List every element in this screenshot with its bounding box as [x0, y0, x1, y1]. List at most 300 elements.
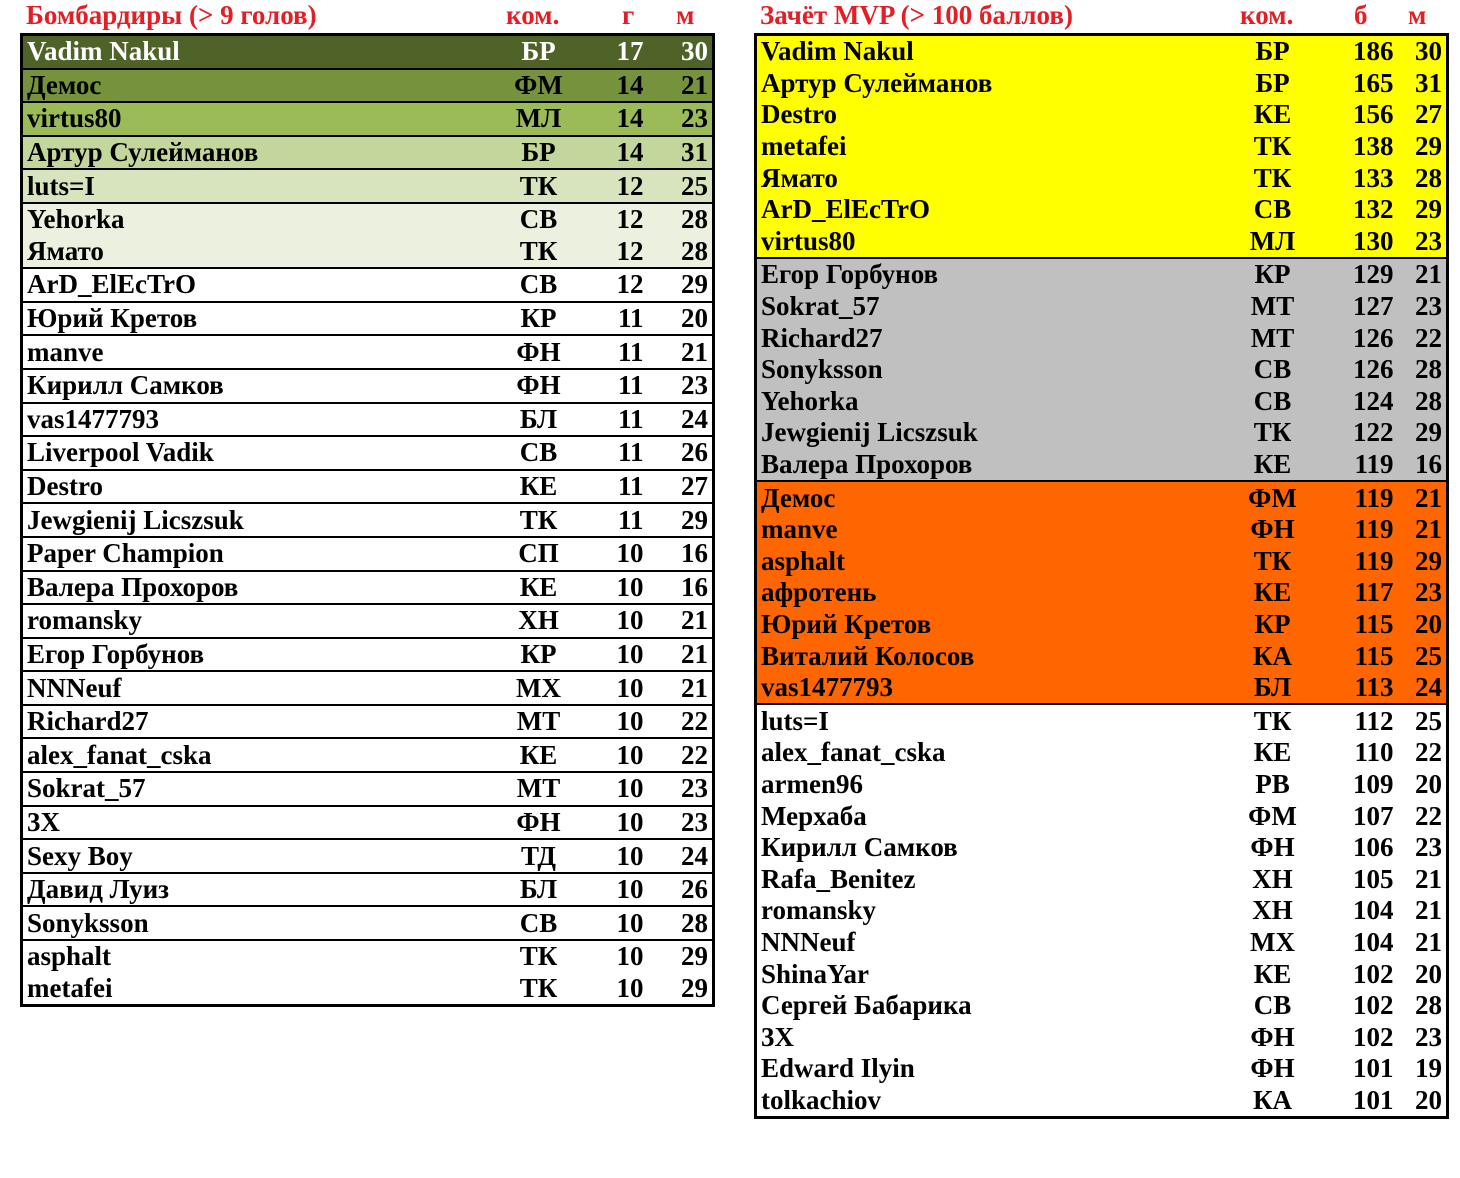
scorers-matches: 16: [648, 537, 714, 571]
scorers-player-name: asphalt: [27, 941, 112, 972]
mvp-matches: 29: [1415, 131, 1442, 162]
mvp-row: [756, 131, 1448, 163]
scorers-row: [22, 436, 714, 470]
mvp-player-name: romansky: [761, 895, 877, 926]
scorers-player-name: Sokrat_57: [22, 772, 488, 806]
mvp-team-code: ФН: [1250, 514, 1295, 545]
mvp-row: [756, 832, 1448, 864]
scorers-goals: 12: [590, 236, 648, 269]
mvp-row: [756, 35, 1448, 68]
mvp-matches: 30: [1415, 36, 1442, 67]
scorers-row: [22, 873, 714, 907]
scorers-row: [22, 671, 714, 705]
mvp-row: [756, 609, 1448, 641]
scorers-team-code: ФН: [488, 806, 590, 840]
scorers-row: [22, 369, 714, 403]
mvp-matches: 20: [1415, 608, 1442, 639]
mvp-team-code: СВ: [1253, 194, 1292, 225]
scorers-team-code: СВ: [519, 204, 558, 235]
mvp-row: [756, 640, 1448, 672]
mvp-player-name: Yehorka: [761, 385, 859, 416]
scorers-team-code: СВ: [488, 268, 590, 302]
mvp-points: 129: [1353, 259, 1394, 290]
mvp-team-code: БЛ: [1222, 672, 1324, 705]
mvp-row: [756, 769, 1448, 801]
scorers-goals: 10: [590, 839, 648, 873]
mvp-matches: 29: [1415, 194, 1442, 225]
mvp-team-code: ТК: [1253, 417, 1292, 448]
scorers-matches: 23: [648, 102, 714, 136]
mvp-player-name: asphalt: [761, 545, 846, 576]
mvp-team-code: ТК: [1253, 705, 1292, 736]
mvp-points: 104: [1353, 926, 1394, 957]
scorers-team-code: ФМ: [488, 69, 590, 103]
scorers-row: [22, 268, 714, 302]
mvp-points: 133: [1353, 162, 1394, 193]
mvp-points: 107: [1353, 800, 1394, 831]
mvp-matches: 25: [1415, 640, 1442, 671]
scorers-team-code: ФН: [488, 369, 590, 403]
scorers-goals: 11: [590, 470, 648, 504]
mvp-row: [756, 737, 1448, 769]
scorers-team-code: КЕ: [488, 571, 590, 605]
scorers-player-name: romansky: [22, 604, 488, 638]
mvp-points: 102: [1353, 958, 1394, 989]
scorers-goals: 11: [590, 302, 648, 336]
scorers-matches: 23: [648, 806, 714, 840]
mvp-player-name: Сергей Бабарика: [761, 990, 972, 1021]
scorers-row: [22, 604, 714, 638]
scorers-player-name: 3X: [22, 806, 488, 840]
scorers-team-code: МЛ: [488, 102, 590, 136]
scorers-col-goals: г: [622, 0, 635, 30]
mvp-team-code: КЕ: [1222, 449, 1324, 482]
scorers-team-code: КР: [488, 638, 590, 672]
mvp-player-name: luts=I: [761, 705, 829, 736]
scorers-matches: 30: [648, 35, 714, 69]
scorers-matches: 27: [648, 470, 714, 504]
mvp-row: [756, 895, 1448, 927]
mvp-team-code: МХ: [1250, 926, 1295, 957]
scorers-matches: 29: [681, 972, 708, 1003]
mvp-team-code: МЛ: [1222, 226, 1324, 259]
scorers-goals: 10: [590, 671, 648, 705]
mvp-team-code: КЕ: [1253, 737, 1292, 768]
mvp-team-code: БР: [1255, 36, 1290, 67]
scorers-goals: 11: [590, 503, 648, 537]
mvp-table: [754, 33, 1449, 1119]
scorers-row: [22, 136, 714, 170]
scorers-matches: 21: [648, 604, 714, 638]
mvp-matches: 22: [1415, 737, 1442, 768]
scorers-goals: 10: [590, 705, 648, 739]
scorers-team-code: ТД: [488, 839, 590, 873]
mvp-team-code: КЕ: [1253, 577, 1292, 608]
mvp-team-code: БР: [1255, 67, 1290, 98]
mvp-points: 119: [1354, 482, 1394, 513]
mvp-points: 132: [1353, 194, 1394, 225]
scorers-row: [22, 69, 714, 103]
mvp-matches: 29: [1415, 545, 1442, 576]
scorers-matches: 23: [648, 369, 714, 403]
mvp-col-points: б: [1354, 0, 1368, 30]
scorers-goals: 10: [590, 906, 648, 940]
mvp-points: 109: [1353, 768, 1394, 799]
scorers-matches: 28: [681, 204, 708, 235]
scorers-goals: 10: [616, 972, 644, 1003]
mvp-row: [756, 162, 1448, 194]
scorers-goals: 14: [590, 69, 648, 103]
scorers-team-code: ТК: [519, 941, 558, 972]
mvp-points: 126: [1353, 322, 1394, 353]
scorers-player-name: ArD_ElEcTrO: [22, 268, 488, 302]
scorers-player-name: Richard27: [22, 705, 488, 739]
scorers-row: [22, 705, 714, 739]
mvp-matches: 28: [1415, 354, 1442, 385]
mvp-row: [756, 386, 1448, 418]
scorers-row: [22, 35, 714, 69]
mvp-points: 101: [1353, 1084, 1394, 1115]
scorers-row: [22, 203, 714, 236]
mvp-points: 119: [1354, 545, 1394, 576]
mvp-player-name: Sokrat_57: [761, 291, 880, 322]
scorers-team-code: БЛ: [488, 873, 590, 907]
mvp-points: 119: [1354, 514, 1394, 545]
mvp-points: 102: [1353, 990, 1394, 1021]
mvp-matches: 19: [1415, 1053, 1442, 1084]
scorers-player-name: Jewgienij Licszsuk: [22, 503, 488, 537]
mvp-points: 156: [1353, 99, 1394, 130]
mvp-points: 126: [1353, 354, 1394, 385]
mvp-col-team: ком.: [1240, 0, 1294, 30]
mvp-team-code: ФН: [1250, 832, 1295, 863]
scorers-player-name: Егор Горбунов: [22, 638, 488, 672]
scorers-matches: 28: [648, 236, 714, 269]
mvp-team-code: КА: [1252, 640, 1293, 671]
mvp-points: 186: [1353, 36, 1394, 67]
mvp-row: [756, 863, 1448, 895]
mvp-points: 101: [1353, 1053, 1394, 1084]
mvp-team-code: ФН: [1250, 1053, 1295, 1084]
scorers-matches: 22: [648, 705, 714, 739]
mvp-player-name: Edward Ilyin: [761, 1053, 915, 1084]
mvp-player-name: 3X: [761, 1021, 794, 1052]
mvp-points: 115: [1354, 640, 1394, 671]
mvp-row: [756, 481, 1448, 514]
scorers-matches: 28: [648, 906, 714, 940]
mvp-team-code: СВ: [1253, 990, 1292, 1021]
mvp-player-name: Кирилл Самков: [761, 832, 958, 863]
scorers-team-code: БР: [488, 35, 590, 69]
mvp-matches: 20: [1415, 958, 1442, 989]
mvp-row: [756, 927, 1448, 959]
mvp-row: [756, 449, 1448, 482]
mvp-matches: 28: [1415, 385, 1442, 416]
mvp-team-code: КЕ: [1253, 99, 1292, 130]
mvp-points: 117: [1354, 577, 1394, 608]
scorers-row: [22, 638, 714, 672]
scorers-team-code: ТК: [488, 503, 590, 537]
mvp-player-name: ShinaYar: [761, 958, 870, 989]
scorers-matches: 26: [648, 873, 714, 907]
scorers-team-code: МТ: [488, 772, 590, 806]
scorers-table: [20, 33, 715, 1007]
scorers-team-code: СВ: [488, 906, 590, 940]
mvp-matches: 21: [1415, 863, 1442, 894]
mvp-matches: 24: [1398, 672, 1448, 705]
scorers-row: [22, 973, 714, 1006]
mvp-team-code: МТ: [1250, 322, 1295, 353]
scorers-panel: [20, 0, 712, 1007]
mvp-matches: 21: [1415, 895, 1442, 926]
scorers-team-code: ТК: [519, 972, 558, 1003]
mvp-points: 115: [1354, 608, 1394, 639]
scorers-player-name: NNNeuf: [22, 671, 488, 705]
mvp-matches: 23: [1415, 1021, 1442, 1052]
scorers-goals: 14: [590, 102, 648, 136]
mvp-matches: 21: [1415, 482, 1442, 513]
scorers-team-code: СП: [488, 537, 590, 571]
mvp-player-name: Егор Горбунов: [761, 259, 939, 290]
scorers-goals: 17: [590, 35, 648, 69]
mvp-title: Зачёт MVP (> 100 баллов): [760, 0, 1073, 30]
mvp-row: [756, 99, 1448, 131]
mvp-row: [756, 194, 1448, 226]
mvp-points: 110: [1354, 737, 1394, 768]
mvp-team-code: ТК: [1253, 545, 1292, 576]
scorers-player-name: Yehorka: [27, 204, 125, 235]
scorers-matches: 29: [648, 268, 714, 302]
scorers-player-name: Юрий Кретов: [22, 302, 488, 336]
mvp-player-name: vas1477793: [756, 672, 1222, 705]
scorers-team-code: ТК: [488, 169, 590, 203]
scorers-matches: 21: [648, 671, 714, 705]
scorers-row: [22, 403, 714, 437]
mvp-row: [756, 417, 1448, 449]
mvp-points: 105: [1353, 863, 1394, 894]
scorers-row: [22, 537, 714, 571]
mvp-row: [756, 68, 1448, 100]
mvp-team-code: КЕ: [1253, 958, 1292, 989]
scorers-team-code: КР: [488, 302, 590, 336]
mvp-row: [756, 800, 1448, 832]
scorers-row: [22, 940, 714, 973]
mvp-team-code: КР: [1254, 259, 1291, 290]
scorers-player-name: Sonyksson: [22, 906, 488, 940]
scorers-player-name: Sexy Boy: [22, 839, 488, 873]
mvp-points: 122: [1353, 417, 1394, 448]
scorers-matches: 25: [648, 169, 714, 203]
mvp-row: [756, 514, 1448, 546]
scorers-matches: 23: [648, 772, 714, 806]
scorers-row: [22, 839, 714, 873]
mvp-team-code: ТК: [1253, 162, 1292, 193]
mvp-row: [756, 1053, 1448, 1085]
scorers-row: [22, 470, 714, 504]
scorers-matches: 29: [681, 941, 708, 972]
scorers-team-code: МХ: [488, 671, 590, 705]
scorers-player-name: Валера Прохоров: [22, 571, 488, 605]
scorers-team-code: СВ: [488, 436, 590, 470]
scorers-player-name: Кирилл Самков: [22, 369, 488, 403]
scorers-player-name: Paper Champion: [22, 537, 488, 571]
mvp-header: [754, 0, 1446, 33]
mvp-matches: 22: [1415, 322, 1442, 353]
scorers-goals: 10: [590, 806, 648, 840]
scorers-goals: 12: [590, 169, 648, 203]
mvp-row: [756, 672, 1448, 705]
mvp-matches: 21: [1415, 926, 1442, 957]
scorers-goals: 12: [590, 268, 648, 302]
mvp-row: [756, 704, 1448, 737]
scorers-matches: 21: [648, 638, 714, 672]
mvp-row: [756, 1021, 1448, 1053]
mvp-player-name: alex_fanat_cska: [761, 737, 946, 768]
mvp-panel: [754, 0, 1446, 1119]
mvp-team-code: СВ: [1253, 385, 1292, 416]
scorers-goals: 10: [590, 571, 648, 605]
mvp-points: 119: [1324, 449, 1398, 482]
scorers-matches: 16: [648, 571, 714, 605]
mvp-points: 106: [1353, 832, 1394, 863]
scorers-matches: 21: [648, 335, 714, 369]
mvp-player-name: Richard27: [761, 322, 883, 353]
mvp-team-code: ФМ: [1248, 482, 1297, 513]
mvp-matches: 22: [1415, 800, 1442, 831]
mvp-matches: 21: [1415, 259, 1442, 290]
scorers-team-code: МТ: [488, 705, 590, 739]
mvp-points: 127: [1353, 291, 1394, 322]
scorers-goals: 10: [590, 638, 648, 672]
scorers-player-name: virtus80: [22, 102, 488, 136]
scorers-goals: 11: [590, 369, 648, 403]
mvp-points: 165: [1353, 67, 1394, 98]
mvp-matches: 20: [1415, 1084, 1442, 1115]
mvp-player-name: Мерхаба: [761, 800, 867, 831]
mvp-matches: 29: [1415, 417, 1442, 448]
mvp-team-code: СВ: [1253, 354, 1292, 385]
mvp-matches: 23: [1398, 226, 1448, 259]
scorers-row: [22, 571, 714, 605]
mvp-team-code: ФН: [1250, 1021, 1295, 1052]
scorers-matches: 24: [648, 839, 714, 873]
scorers-team-code: ФН: [488, 335, 590, 369]
scorers-matches: 22: [648, 738, 714, 772]
mvp-row: [756, 354, 1448, 386]
mvp-row: [756, 1085, 1448, 1118]
mvp-matches: 28: [1415, 162, 1442, 193]
mvp-player-name: Destro: [761, 99, 837, 130]
scorers-team-code: БЛ: [488, 403, 590, 437]
scorers-player-name: Ямато: [22, 236, 488, 269]
mvp-player-name: Ямато: [761, 162, 838, 193]
scorers-matches: 21: [648, 69, 714, 103]
mvp-matches: 28: [1415, 990, 1442, 1021]
scorers-team-code: КЕ: [488, 470, 590, 504]
mvp-player-name: ArD_ElEcTrO: [761, 194, 930, 225]
scorers-player-name: metafei: [27, 972, 113, 1003]
scorers-row: [22, 806, 714, 840]
scorers-goals: 11: [590, 403, 648, 437]
mvp-matches: 25: [1415, 705, 1442, 736]
scorers-col-matches: м: [676, 0, 695, 30]
scorers-row: [22, 738, 714, 772]
mvp-player-name: Rafa_Benitez: [761, 863, 916, 894]
mvp-team-code: РВ: [1255, 768, 1290, 799]
scorers-row: [22, 335, 714, 369]
scorers-matches: 24: [648, 403, 714, 437]
mvp-matches: 23: [1415, 577, 1442, 608]
mvp-player-name: афротень: [761, 577, 877, 608]
mvp-matches: 21: [1415, 514, 1442, 545]
scorers-player-name: vas1477793: [22, 403, 488, 437]
mvp-player-name: Демос: [761, 482, 836, 513]
scorers-matches: 31: [648, 136, 714, 170]
mvp-player-name: manve: [761, 514, 838, 545]
mvp-points: 124: [1353, 385, 1394, 416]
scorers-row: [22, 772, 714, 806]
mvp-player-name: NNNeuf: [761, 926, 856, 957]
scorers-team-code: ТК: [488, 236, 590, 269]
mvp-player-name: metafei: [761, 131, 847, 162]
scorers-row: [22, 503, 714, 537]
mvp-player-name: Jewgienij Licszsuk: [761, 417, 978, 448]
mvp-player-name: Валера Прохоров: [756, 449, 1222, 482]
scorers-goals: 11: [590, 436, 648, 470]
scorers-goals: 10: [616, 941, 644, 972]
mvp-player-name: Vadim Nakul: [761, 36, 914, 67]
scorers-player-name: alex_fanat_cska: [22, 738, 488, 772]
scorers-player-name: Артур Сулейманов: [22, 136, 488, 170]
mvp-player-name: virtus80: [756, 226, 1222, 259]
mvp-matches: 23: [1415, 832, 1442, 863]
mvp-player-name: Виталий Колосов: [761, 640, 975, 671]
scorers-goals: 12: [616, 204, 644, 235]
scorers-player-name: Destro: [22, 470, 488, 504]
mvp-matches: 20: [1415, 768, 1442, 799]
mvp-team-code: ФМ: [1248, 800, 1297, 831]
scorers-team-code: КЕ: [488, 738, 590, 772]
mvp-player-name: Артур Сулейманов: [761, 67, 993, 98]
mvp-team-code: ТК: [1253, 131, 1292, 162]
scorers-player-name: Vadim Nakul: [22, 35, 488, 69]
scorers-goals: 10: [590, 873, 648, 907]
scorers-matches: 20: [648, 302, 714, 336]
scorers-row: [22, 302, 714, 336]
mvp-row: [756, 577, 1448, 609]
mvp-team-code: КА: [1252, 1084, 1293, 1115]
scorers-player-name: Демос: [22, 69, 488, 103]
scorers-row: [22, 169, 714, 203]
mvp-player-name: tolkachiov: [761, 1084, 882, 1115]
mvp-player-name: Sonyksson: [761, 354, 883, 385]
mvp-row: [756, 546, 1448, 578]
mvp-row: [756, 291, 1448, 323]
scorers-player-name: luts=I: [22, 169, 488, 203]
mvp-row: [756, 990, 1448, 1022]
mvp-team-code: МТ: [1250, 291, 1295, 322]
mvp-row: [756, 258, 1448, 291]
scorers-row: [22, 102, 714, 136]
mvp-points: 138: [1353, 131, 1394, 162]
scorers-team-code: БР: [488, 136, 590, 170]
scorers-title: Бомбардиры (> 9 голов): [26, 0, 317, 30]
mvp-player-name: Юрий Кретов: [761, 608, 932, 639]
mvp-col-matches: м: [1408, 0, 1427, 30]
scorers-goals: 11: [590, 335, 648, 369]
mvp-points: 130: [1324, 226, 1398, 259]
scorers-goals: 10: [590, 772, 648, 806]
